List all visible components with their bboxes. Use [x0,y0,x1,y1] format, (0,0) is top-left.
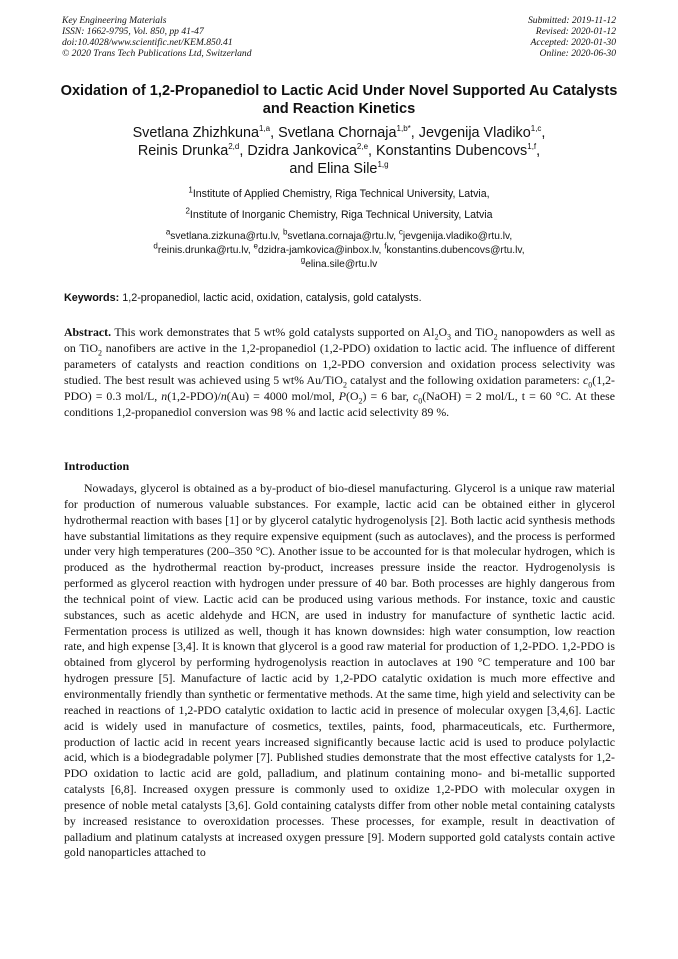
paper-title: Oxidation of 1,2-Propanediol to Lactic Acid Under Novel Supported Au Catalysts and Reaction Kinetics [60,83,618,117]
abstract [64,324,615,420]
author: Jevgenija Vladiko$^{1,c}$, [418,124,546,141]
email: $^b$svetlana.cornaja@rtu.lv, [282,227,399,242]
email: $^a$svetlana.zizkuna@rtu.lv, [165,227,283,242]
abstract-text: This work demonstrates that 5 wt% gold catalysts supported on $Al_2O_3$ and TiO$_2$ nanopowders as well as on TiO$_2$ nanofibers are active in the 1,2-propanediol (1,2-PDO) oxidation to lactic acid. The influence of different parameters of catalysts and reaction conditions on 1,2-PDO conversion and oxidation process selectivity was studied. The best result was achieved using 5 wt% Au/TiO$_2$ catalyst and the following oxidation parameters: $c_0(1,2-PDO) = 0.3$ mol/L, n(1,2-PDO)/n(Au) = 4000 mol/mol, $P(O_2) = 6$ bar, $c_0(NaOH) = 2$ mol/L, t = 60 °C. At these conditions 1,2-propanediol conversion was 98 % and lactic acid selectivity 89 %. [64,325,615,420]
journal-issn: ISSN: 1662-9795, Vol. 850, pp 41-47 [62,26,204,37]
date-online: Online: 2020-06-30 [539,48,616,59]
author: Konstantins Dubencovs$^{1,f}$, [376,142,541,159]
keywords [64,292,616,305]
author-emails [50,227,628,272]
date-revised: Revised: 2020-01-12 [535,26,616,37]
email: $^e$dzidra-jamkovica@inbox.lv, [253,241,385,256]
affiliation-1: $^1$Institute of Applied Chemistry, Riga Technical University, Latvia, [188,185,490,200]
journal-doi: doi:10.4028/www.scientific.net/KEM.850.41 [62,37,233,48]
affiliation-2: $^2$Institute of Inorganic Chemistry, Riga Technical University, Latvia [185,206,493,221]
author: Dzidra Jankovica$^{2,e}$, [247,142,377,159]
email: $^c$jevgenija.vladiko@rtu.lv, [398,227,513,242]
author: Reinis Drunka$^{2,d}$, [137,142,248,159]
author: and Elina Sile$^{1,g}$ [289,160,389,177]
date-submitted: Submitted: 2019-11-12 [527,15,616,26]
date-accepted: Accepted: 2020-01-30 [530,37,616,48]
email: $^g$elina.sile@rtu.lv [300,255,378,270]
email: $^d$reinis.drunka@rtu.lv, [153,241,254,256]
email: $^f$konstantins.dubencovs@rtu.lv, [384,241,525,256]
introduction-text: Nowadays, glycerol is obtained as a by-product of bio-diesel manufacturing. Glycerol is a unique raw material for production of numerous valuable substances. For example, lactic acid can be obtained either in glycerol hydrothermal reaction with bases [1] or by glycerol catalytic hydrogenolysis [2]. Both lactic acid synthesis methods have substantial limitations as they require expensive equipment (such as autoclaves), and the process is performed under very high temperatures (200–350 °C). Another issue to be accounted for is that molecular hydrogen, which is produced as the hydrothermal reaction by-product, increases pressure inside the reactor. Hydrogenolysis is performed as glycerol reaction with hydrogen under pressure of 40 bar. Both processes are highly dangerous from the technical point of view. Lactic acid can be produced using various methods. For instance, toxic and caustic substances, such as acetic aldehyde and HCN, are used in industry for manufacture of synthetic lactic acid. Fermentation process is utilized as well, though it has known downsides: high water consumption, low reaction rate, and high expense [3,4]. It is known that glycerol is a good raw material for production of 1,2-PDO. 1,2-PDO is obtained from glycerol by performing hydrogenolysis reaction in autoclaves at 190 °C temperature and 100 bar hydrogen pressure [5]. Manufacture of lactic acid by 1,2-PDO catalytic oxidation is much more effective and environmentally friendly than synthetic or fermentative methods. At the same time, high yield and selectivity can be reached in reactions of 1,2-PDO catalytic oxidation to lactic acid in presence of molecular oxygen [3,4,6]. Lactic acid is widely used in manufacture of cosmetics, textiles, paints, food, pharmaceuticals, etc. Furthermore, production of lactic acid in recent years increased significantly because lactic acid is used to produce polylactic acid, which is a biodegradable polymer [7]. Published studies demonstrate that the most effective catalysts for 1,2-PDO oxidation to lactic acid are gold, palladium, and platinum containing mono- and bi-metallic supported catalysts [6,8]. Increased oxygen pressure is commonly used to oxidize 1,2-PDO with molecular oxygen in presence of noble metal catalysts [3,6]. Gold containing catalysts differ from other noble metal containing catalysts by increased resistance to overoxidation processes. These processes, for example, result in deactivation of palladium and platinum catalysts at increased oxygen pressure [9]. Modern supported gold catalysts contain active gold nanoparticles attached to [64,481,615,860]
author-list [50,124,628,178]
keywords-label: Keywords: [64,292,120,304]
journal-name: Key Engineering Materials [62,15,167,26]
journal-info [62,15,252,59]
journal-copyright: © 2020 Trans Tech Publications Ltd, Switzerland [62,48,252,59]
abstract-label: Abstract. [64,325,112,339]
author: Svetlana Zhizhkuna$^{1,a}$, [132,124,279,141]
author: Svetlana Chornaja$^{1,b*}$, [278,124,419,141]
publication-dates [528,15,616,59]
keywords-text: 1,2-propanediol, lactic acid, oxidation, catalysis, gold catalysts. [122,292,422,304]
section-heading-introduction: Introduction [64,459,130,473]
